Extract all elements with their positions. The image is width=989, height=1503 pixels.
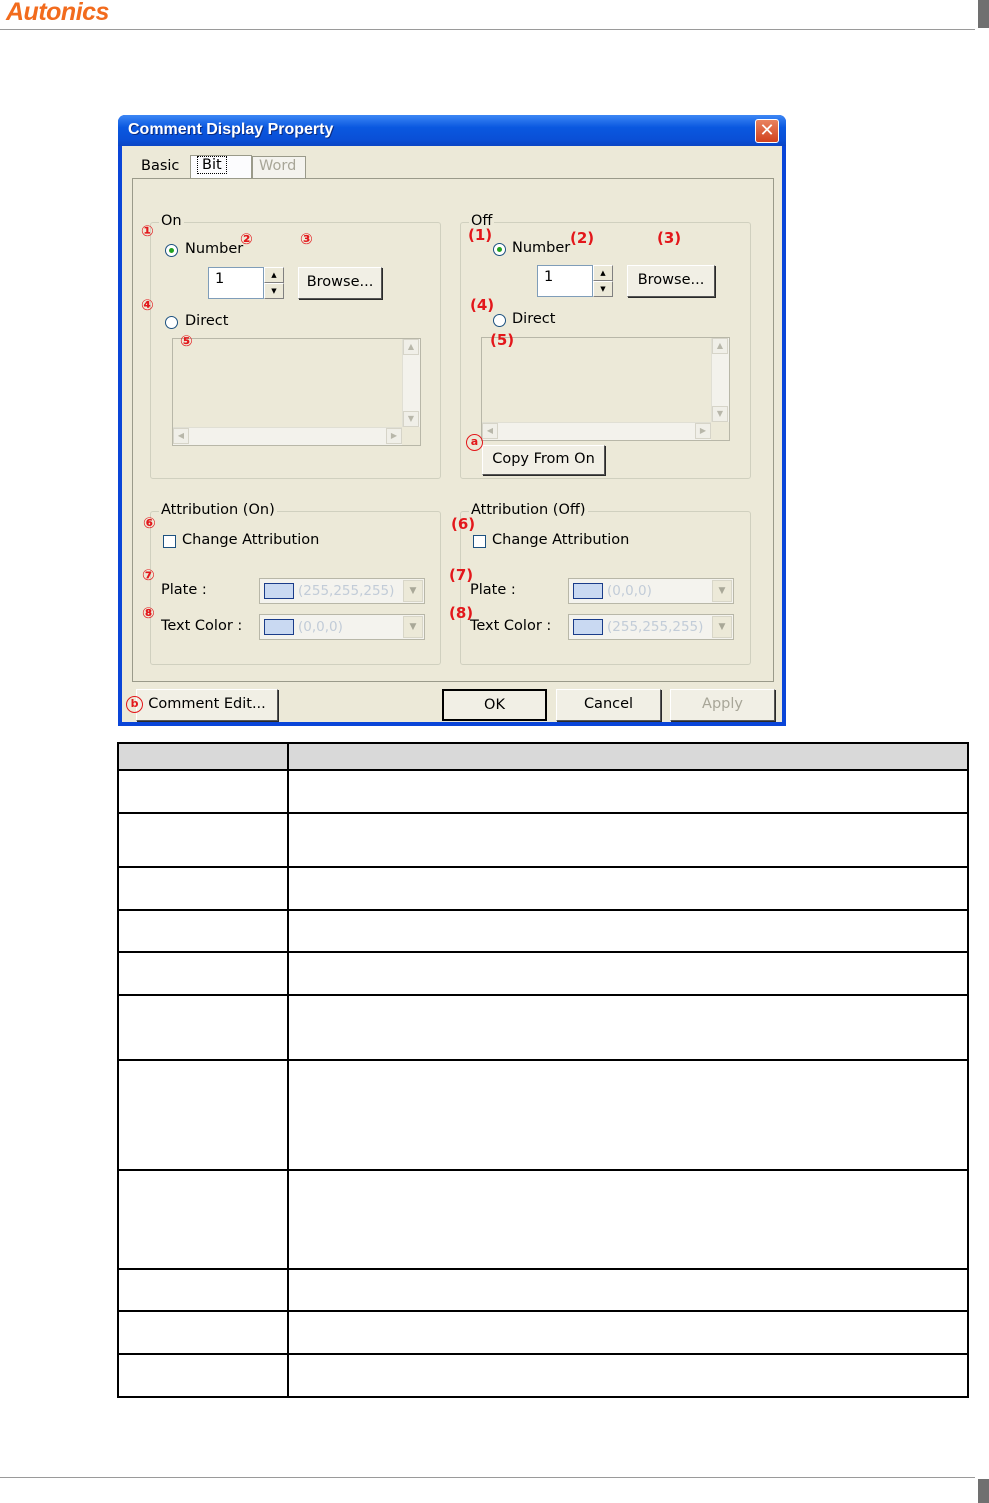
comment-display-property-dialog bbox=[118, 115, 786, 726]
off-number-radio[interactable] bbox=[493, 243, 506, 256]
footer-rule bbox=[0, 1477, 975, 1478]
on-change-attribution-checkbox[interactable] bbox=[163, 535, 176, 548]
header-block bbox=[978, 0, 989, 28]
marker-on-4: ④ bbox=[141, 296, 154, 314]
off-direct-label[interactable]: Direct bbox=[512, 311, 556, 327]
on-direct-radio[interactable] bbox=[165, 316, 178, 329]
header-rule bbox=[0, 29, 975, 30]
on-number-input[interactable]: 1 bbox=[208, 267, 264, 299]
copy-from-on-button[interactable]: Copy From On bbox=[482, 445, 605, 475]
table-row bbox=[118, 1170, 968, 1269]
on-text-color-label: Text Color : bbox=[161, 618, 243, 634]
off-number-spinner[interactable] bbox=[593, 265, 613, 297]
on-plate-value: (255,255,255) bbox=[298, 583, 395, 599]
table-header-row bbox=[118, 743, 968, 770]
on-browse-button[interactable]: Browse... bbox=[298, 267, 382, 299]
off-plate-value: (0,0,0) bbox=[607, 583, 652, 599]
off-group-label: Off bbox=[471, 213, 493, 229]
off-browse-button[interactable]: Browse... bbox=[627, 265, 715, 297]
on-vscroll[interactable] bbox=[402, 339, 420, 427]
attribution-off-label: Attribution (Off) bbox=[471, 502, 586, 518]
off-vscroll[interactable] bbox=[711, 338, 729, 422]
color-swatch bbox=[573, 619, 603, 635]
color-swatch bbox=[264, 583, 294, 599]
title-bar[interactable] bbox=[118, 115, 786, 146]
marker-off-6: (6) bbox=[451, 515, 476, 533]
comment-edit-button[interactable]: Comment Edit... bbox=[136, 689, 278, 721]
marker-on-2: ② bbox=[240, 230, 253, 248]
marker-on-3: ③ bbox=[300, 230, 313, 248]
table-row bbox=[118, 1311, 968, 1354]
marker-on-5: ⑤ bbox=[180, 332, 193, 350]
scroll-right-icon[interactable]: ▶ bbox=[695, 423, 711, 439]
off-change-attribution-label[interactable]: Change Attribution bbox=[492, 532, 630, 548]
attribution-on-label: Attribution (On) bbox=[161, 502, 275, 518]
header-cell bbox=[288, 743, 968, 770]
on-number-spinner[interactable] bbox=[264, 267, 284, 299]
scroll-right-icon[interactable]: ▶ bbox=[386, 428, 402, 444]
on-change-attribution-label[interactable]: Change Attribution bbox=[182, 532, 320, 548]
off-plate-combo[interactable] bbox=[568, 578, 734, 604]
on-number-label[interactable]: Number bbox=[185, 241, 244, 257]
table-row bbox=[118, 1269, 968, 1311]
scroll-down-icon[interactable]: ▼ bbox=[403, 411, 419, 427]
off-text-color-combo[interactable] bbox=[568, 614, 734, 640]
scroll-left-icon[interactable]: ◀ bbox=[482, 423, 498, 439]
cancel-button[interactable]: Cancel bbox=[556, 689, 661, 721]
table-row bbox=[118, 910, 968, 952]
apply-button[interactable]: Apply bbox=[670, 689, 775, 721]
marker-off-1: (1) bbox=[468, 226, 493, 244]
color-swatch bbox=[264, 619, 294, 635]
spin-up-icon[interactable]: ▲ bbox=[593, 265, 613, 281]
on-group bbox=[150, 213, 441, 479]
marker-b: b bbox=[126, 696, 143, 713]
on-plate-combo[interactable] bbox=[259, 578, 425, 604]
marker-on-8: ⑧ bbox=[142, 604, 155, 622]
footer-block bbox=[978, 1479, 989, 1503]
on-text-color-value: (0,0,0) bbox=[298, 619, 343, 635]
on-plate-label: Plate : bbox=[161, 582, 207, 598]
on-direct-label[interactable]: Direct bbox=[185, 313, 229, 329]
on-hscroll[interactable] bbox=[173, 427, 402, 445]
spin-down-icon[interactable]: ▼ bbox=[264, 283, 284, 299]
spin-up-icon[interactable]: ▲ bbox=[264, 267, 284, 283]
on-text-color-combo[interactable] bbox=[259, 614, 425, 640]
off-plate-label: Plate : bbox=[470, 582, 516, 598]
marker-on-7: ⑦ bbox=[142, 566, 155, 584]
dialog-title: Comment Display Property bbox=[128, 121, 334, 138]
off-text-color-label: Text Color : bbox=[470, 618, 552, 634]
dialog-client bbox=[122, 146, 782, 722]
marker-on-6: ⑥ bbox=[143, 514, 156, 532]
scroll-corner bbox=[711, 422, 729, 440]
close-icon[interactable]: ✕ bbox=[755, 119, 779, 143]
ok-button[interactable]: OK bbox=[442, 689, 547, 721]
off-number-input[interactable]: 1 bbox=[537, 265, 593, 297]
on-direct-textarea[interactable] bbox=[172, 338, 421, 446]
marker-off-2: (2) bbox=[570, 229, 595, 247]
marker-off-4: (4) bbox=[470, 296, 495, 314]
description-table bbox=[117, 742, 969, 1398]
table-row bbox=[118, 813, 968, 867]
tab-bit-label: Bit bbox=[197, 156, 227, 174]
off-direct-radio[interactable] bbox=[493, 314, 506, 327]
tab-basic[interactable]: Basic bbox=[134, 156, 186, 178]
chevron-down-icon[interactable]: ▼ bbox=[403, 580, 423, 602]
marker-off-5: (5) bbox=[490, 331, 515, 349]
marker-a: a bbox=[466, 434, 483, 451]
marker-off-7: (7) bbox=[449, 566, 474, 584]
spin-down-icon[interactable]: ▼ bbox=[593, 281, 613, 297]
off-direct-textarea[interactable] bbox=[481, 337, 730, 441]
table-row bbox=[118, 770, 968, 813]
tab-word[interactable]: Word bbox=[252, 156, 306, 178]
off-hscroll[interactable] bbox=[482, 422, 711, 440]
on-group-label: On bbox=[161, 213, 182, 229]
off-group bbox=[460, 213, 751, 479]
on-number-radio[interactable] bbox=[165, 244, 178, 257]
scroll-corner bbox=[402, 427, 420, 445]
off-change-attribution-checkbox[interactable] bbox=[473, 535, 486, 548]
scroll-down-icon[interactable]: ▼ bbox=[712, 406, 728, 422]
marker-off-3: (3) bbox=[657, 229, 682, 247]
table-row bbox=[118, 867, 968, 910]
chevron-down-icon[interactable]: ▼ bbox=[712, 580, 732, 602]
off-text-color-value: (255,255,255) bbox=[607, 619, 704, 635]
table-row bbox=[118, 1354, 968, 1397]
autonics-logo: Autonics bbox=[6, 0, 109, 26]
chevron-down-icon[interactable]: ▼ bbox=[712, 616, 732, 638]
scroll-up-icon[interactable]: ▲ bbox=[403, 339, 419, 355]
attribution-off-group bbox=[460, 502, 751, 665]
header-cell bbox=[118, 743, 288, 770]
tab-bit[interactable] bbox=[190, 155, 252, 179]
color-swatch bbox=[573, 583, 603, 599]
scroll-left-icon[interactable]: ◀ bbox=[173, 428, 189, 444]
table-row bbox=[118, 995, 968, 1060]
off-number-label[interactable]: Number bbox=[512, 240, 571, 256]
table-row bbox=[118, 952, 968, 995]
chevron-down-icon[interactable]: ▼ bbox=[403, 616, 423, 638]
marker-on-1: ① bbox=[141, 222, 154, 240]
attribution-on-group bbox=[150, 502, 441, 665]
marker-off-8: (8) bbox=[449, 604, 474, 622]
table-row bbox=[118, 1060, 968, 1170]
scroll-up-icon[interactable]: ▲ bbox=[712, 338, 728, 354]
